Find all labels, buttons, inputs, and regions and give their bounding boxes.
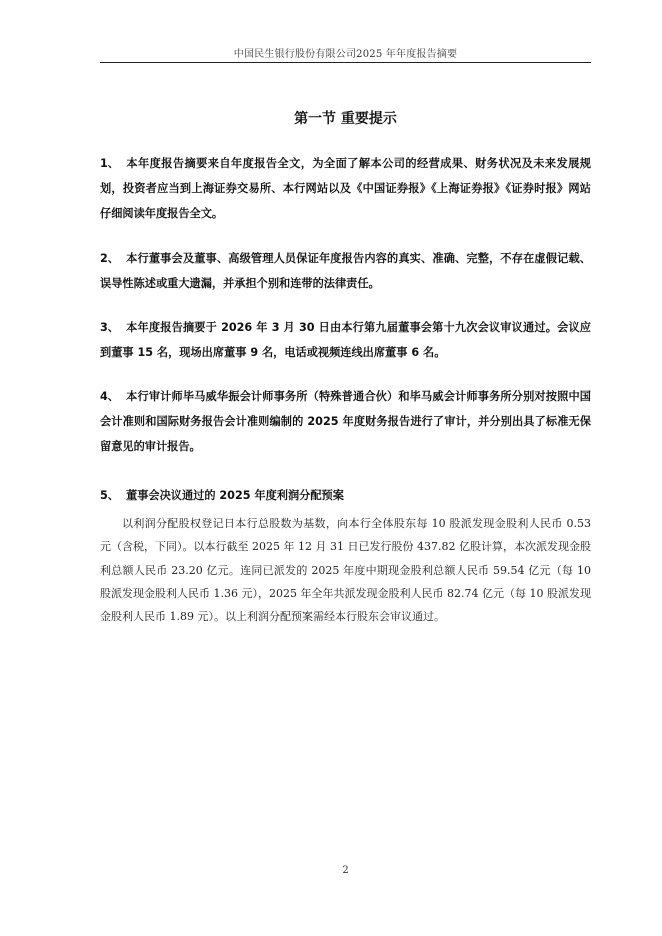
notice-item-2: [100, 246, 591, 296]
notice-item-number: 4、: [100, 390, 119, 403]
notice-item-number: 2、: [100, 252, 119, 265]
notice-item-number: 3、: [100, 321, 119, 334]
notice-item-text: 本年度报告摘要来自年度报告全文，为全面了解本公司的经营成果、财务状况及未来发展规划，投资者应当到上海证券交易所、本行网站以及《中国证券报》《上海证券报》《证券时报》网站仔细阅读年度报告全文。: [100, 157, 591, 220]
notice-item-1: [100, 151, 591, 226]
page-header-title: 中国民生银行股份有限公司2025 年年度报告摘要: [233, 49, 458, 60]
notice-item-text: 本年度报告摘要于 2026 年 3 月 30 日由本行第九届董事会第十九次会议审议通过。会议应到董事 15 名，现场出席董事 9 名，电话或视频连线出席董事 6 名。: [100, 321, 591, 359]
notice-item-5-heading: [100, 486, 591, 506]
notice-item-3: [100, 315, 591, 365]
notice-item-heading-text: 董事会决议通过的 2025 年度利润分配预案: [126, 489, 344, 502]
section-title: 第一节 重要提示: [294, 111, 397, 127]
notice-item-4: [100, 384, 591, 459]
notice-item-text: 本行董事会及董事、高级管理人员保证年度报告内容的真实、准确、完整，不存在虚假记载、误导性陈述或重大遗漏，并承担个别和连带的法律责任。: [100, 252, 591, 290]
header-divider: [100, 62, 591, 63]
notice-item-number: 1、: [100, 157, 119, 170]
notice-item-number: 5、: [100, 489, 119, 502]
profit-distribution-paragraph: 以利润分配股权登记日本行总股数为基数，向本行全体股东每 10 股派发现金股利人民币 0.53 元（含税，下同）。以本行截至 2025 年 12 月 31 日已发行股份 437.82 亿股计算，本次派发现金股利总额人民币 23.20 亿元。连同已派发的 2025 年度中期现金股利总额人民币 59.54 亿元（每 10 股派发现金股利人民币 1.36 元），2025 年全年共派发现金股利人民币 82.74 亿元（每 10 股派发现金股利人民币 1.89 元）。以上利润分配预案需经本行股东会审议通过。: [100, 517, 591, 624]
page-number: 2: [342, 865, 349, 876]
notice-item-text: 本行审计师毕马威华振会计师事务所（特殊普通合伙）和毕马威会计师事务所分别对按照中国会计准则和国际财务报告会计准则编制的 2025 年度财务报告进行了审计，并分别出具了标准无保留意见的审计报告。: [100, 390, 591, 453]
